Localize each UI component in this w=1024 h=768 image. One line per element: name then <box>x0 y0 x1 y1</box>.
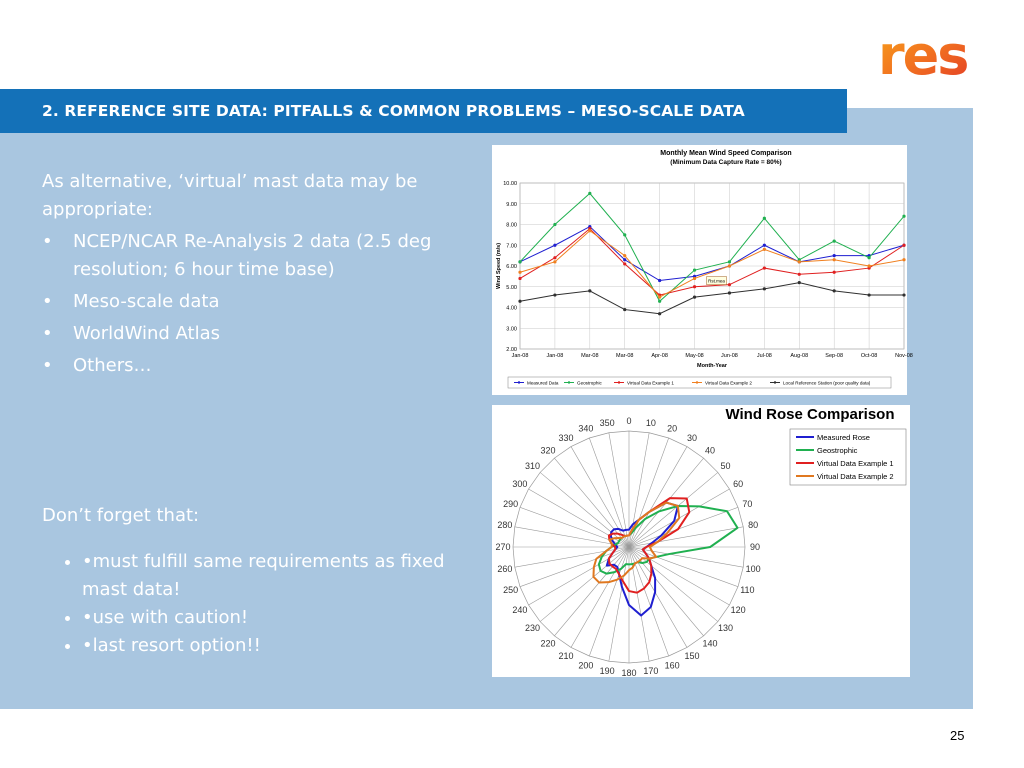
data-point <box>553 260 556 263</box>
angle-label: 120 <box>730 605 746 615</box>
data-point <box>833 254 836 257</box>
angle-label: 250 <box>503 585 519 596</box>
data-point <box>798 260 801 263</box>
intro-text: As alternative, ‘virtual’ mast data may be appropriate: <box>42 171 418 220</box>
bullet-icon: • <box>42 291 53 312</box>
bullet-icon: • <box>82 551 93 572</box>
angle-label: 300 <box>512 479 528 489</box>
data-point <box>658 300 661 303</box>
line-chart-svg <box>492 145 913 395</box>
data-point <box>693 277 696 280</box>
data-point <box>833 258 836 261</box>
angle-label: 160 <box>664 660 680 671</box>
rose-legend-label: Geostrophic <box>817 446 858 455</box>
legend-marker <box>774 381 776 383</box>
monthly-wind-speed-chart <box>492 145 913 395</box>
angle-label: 130 <box>718 622 734 633</box>
x-tick-label: Aug-08 <box>790 353 809 359</box>
chart-subtitle: (Minimum Data Capture Rate = 80%) <box>670 159 782 166</box>
data-point <box>902 258 905 261</box>
angle-label: 40 <box>704 445 715 456</box>
source-list <box>42 228 462 380</box>
angle-label: 60 <box>733 479 744 489</box>
legend-label: Geostrophic <box>577 380 602 386</box>
rose-legend-label: Measured Rose <box>817 433 870 442</box>
res-logo <box>876 24 976 87</box>
angle-label: 50 <box>720 461 731 472</box>
angle-label: 280 <box>497 520 513 531</box>
angle-label: 220 <box>540 638 556 649</box>
data-point <box>833 289 836 292</box>
list-item: • •use with caution! <box>82 604 462 632</box>
reminder-text: Don’t forget that: <box>42 505 200 526</box>
angle-label: 150 <box>684 651 700 662</box>
data-point <box>867 293 870 296</box>
angle-label: 350 <box>599 417 615 428</box>
angle-label: 270 <box>495 542 511 552</box>
x-tick-label: Apr-08 <box>651 353 668 359</box>
data-point <box>518 277 521 280</box>
y-axis-label: Wind Speed (m/s) <box>496 242 502 290</box>
intro-block <box>42 168 462 380</box>
annotation-label: Rst.mea <box>708 278 725 284</box>
x-tick-label: Mar-08 <box>616 353 634 359</box>
warning-list <box>42 548 462 660</box>
data-point <box>902 244 905 247</box>
y-tick-label: 7.00 <box>506 243 517 250</box>
chart-title: Monthly Mean Wind Speed Comparison <box>660 150 792 157</box>
x-tick-label: May-08 <box>685 353 704 359</box>
data-point <box>553 256 556 259</box>
rose-legend-label: Virtual Data Example 1 <box>817 459 894 468</box>
y-tick-label: 10.00 <box>503 181 517 187</box>
y-tick-label: 9.00 <box>506 201 517 208</box>
list-item: • WorldWind Atlas <box>42 320 462 348</box>
legend-marker <box>518 381 520 383</box>
legend-label: Local Reference Station (poor quality data) <box>783 380 871 386</box>
angle-label: 330 <box>558 432 574 443</box>
list-item: • NCEP/NCAR Re-Analysis 2 data (2.5 deg resolution; 6 hour time base) <box>42 228 462 284</box>
angle-label: 190 <box>599 666 615 677</box>
bullet-icon: • <box>82 635 93 656</box>
bullet-icon: • <box>42 231 53 252</box>
list-item: • Others… <box>42 352 462 380</box>
data-point <box>693 296 696 299</box>
data-point <box>728 291 731 294</box>
legend-label: Measured Data <box>527 380 559 386</box>
data-point <box>867 264 870 267</box>
y-tick-label: 4.00 <box>506 305 517 312</box>
data-point <box>623 254 626 257</box>
angle-label: 10 <box>645 417 656 428</box>
angle-label: 180 <box>621 668 637 678</box>
x-tick-label: Mar-08 <box>581 353 599 359</box>
x-axis-label: Month-Year <box>697 363 727 369</box>
data-point <box>658 312 661 315</box>
logo-text: res <box>878 24 968 87</box>
data-point <box>763 244 766 247</box>
angle-label: 170 <box>643 666 659 677</box>
angle-label: 240 <box>512 605 528 615</box>
data-point <box>728 283 731 286</box>
angle-label: 110 <box>740 585 755 596</box>
angle-label: 70 <box>742 498 753 509</box>
data-point <box>728 260 731 263</box>
angle-label: 340 <box>578 423 594 434</box>
x-tick-label: Oct-08 <box>860 353 878 359</box>
data-point <box>728 264 731 267</box>
data-point <box>693 269 696 272</box>
angle-label: 20 <box>667 423 678 434</box>
angle-label: 260 <box>497 563 513 574</box>
data-point <box>763 287 766 290</box>
list-item: • •last resort option!! <box>82 632 462 660</box>
list-item: • •must fulfill same requirements as fixed mast data! <box>82 548 462 604</box>
data-point <box>763 266 766 269</box>
x-tick-label: Nov-08 <box>895 353 913 359</box>
angle-label: 290 <box>503 498 519 509</box>
data-point <box>588 192 591 195</box>
legend-label: Virtual Data Example 1 <box>627 380 674 386</box>
data-point <box>902 215 905 218</box>
legend-label: Virtual Data Example 2 <box>705 380 752 386</box>
data-point <box>693 285 696 288</box>
bullet-icon: • <box>82 607 93 628</box>
x-tick-label: Jan-08 <box>546 353 564 359</box>
angle-label: 0 <box>626 416 632 426</box>
rose-title: Wind Rose Comparison <box>725 406 895 423</box>
list-item: • Meso-scale data <box>42 288 462 316</box>
wind-rose-chart <box>492 405 910 677</box>
data-point <box>763 217 766 220</box>
data-point <box>518 271 521 274</box>
data-point <box>798 273 801 276</box>
y-tick-label: 2.00 <box>506 347 517 353</box>
x-tick-label: Jun-08 <box>721 353 738 359</box>
angle-label: 200 <box>578 660 594 671</box>
y-tick-label: 8.00 <box>506 222 517 229</box>
angle-label: 210 <box>558 651 574 662</box>
slide-title: 2. REFERENCE SITE DATA: PITFALLS & COMMON PROBLEMS – MESO-SCALE DATA <box>42 102 745 120</box>
data-point <box>553 244 556 247</box>
data-point <box>623 262 626 265</box>
data-point <box>658 296 661 299</box>
reminder-block <box>42 484 462 678</box>
data-point <box>623 258 626 261</box>
angle-label: 320 <box>540 445 556 456</box>
data-point <box>623 233 626 236</box>
bullet-icon: • <box>42 355 53 376</box>
data-point <box>658 279 661 282</box>
angle-label: 310 <box>524 461 540 472</box>
legend-marker <box>568 381 570 383</box>
angle-label: 140 <box>702 638 718 649</box>
bullet-icon: • <box>42 323 53 344</box>
data-point <box>763 248 766 251</box>
title-bar <box>0 89 847 133</box>
data-point <box>518 260 521 263</box>
data-point <box>867 256 870 259</box>
data-point <box>833 271 836 274</box>
legend-marker <box>696 381 698 383</box>
x-tick-label: Jan-08 <box>511 353 529 359</box>
data-point <box>833 240 836 243</box>
data-point <box>588 289 591 292</box>
y-tick-label: 5.00 <box>506 284 517 291</box>
data-point <box>553 223 556 226</box>
angle-label: 230 <box>524 622 540 633</box>
legend-marker <box>618 381 620 383</box>
y-tick-label: 6.00 <box>506 264 517 270</box>
data-point <box>623 308 626 311</box>
x-tick-label: Sep-08 <box>825 353 844 359</box>
page-number: 25 <box>950 728 965 743</box>
wind-rose-svg <box>492 405 910 677</box>
data-point <box>518 300 521 303</box>
angle-label: 30 <box>686 432 698 443</box>
data-point <box>798 281 801 284</box>
y-tick-label: 3.00 <box>506 326 517 333</box>
angle-label: 80 <box>748 520 759 531</box>
angle-label: 100 <box>745 563 761 574</box>
data-point <box>588 229 591 232</box>
data-point <box>902 293 905 296</box>
x-tick-label: Jul-08 <box>756 353 772 359</box>
angle-label: 90 <box>749 542 761 552</box>
data-point <box>553 293 556 296</box>
rose-legend-label: Virtual Data Example 2 <box>817 472 894 481</box>
